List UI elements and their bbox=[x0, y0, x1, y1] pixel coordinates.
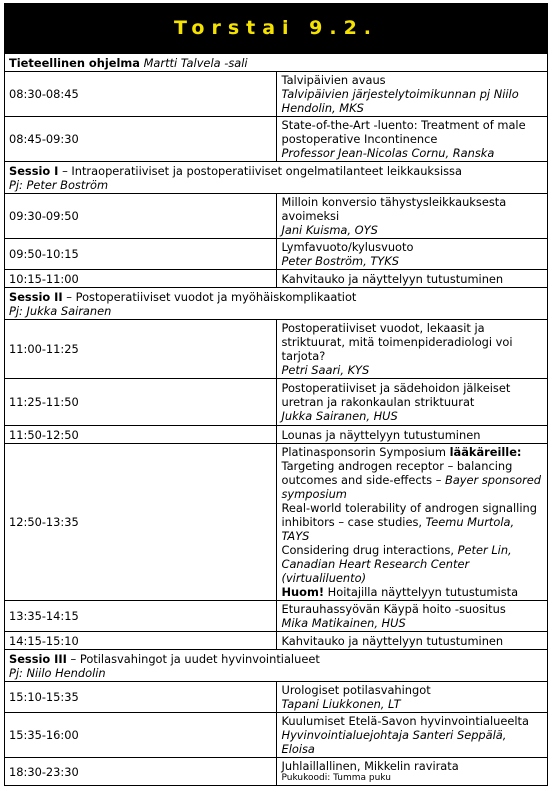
session-topic: Postoperatiiviset vuodot ja myöhäiskomplikaatiot bbox=[75, 289, 357, 304]
session-name: Sessio I bbox=[9, 163, 59, 178]
time-slot: 11:00-11:25 bbox=[5, 320, 277, 379]
schedule-row bbox=[5, 239, 548, 270]
time-slot: 08:30-08:45 bbox=[5, 72, 277, 117]
venue-name: Martti Talvela -sali bbox=[143, 55, 248, 70]
event-speaker: Peter Boström, TYKS bbox=[281, 254, 399, 268]
symposium-note-label: Huom! bbox=[281, 585, 325, 599]
schedule-row bbox=[5, 444, 548, 601]
event-description bbox=[276, 426, 548, 444]
session-cell bbox=[5, 650, 548, 682]
event-description bbox=[276, 194, 548, 239]
time-slot: 08:45-09:30 bbox=[5, 117, 277, 162]
symposium-intro: Platinasponsorin Symposium bbox=[281, 445, 446, 459]
time-slot: 09:50-10:15 bbox=[5, 239, 277, 270]
symposium-audience: lääkäreille: bbox=[449, 445, 522, 459]
event-title: Urologiset potilasvahingot bbox=[281, 683, 431, 697]
event-description bbox=[276, 758, 548, 786]
event-description bbox=[276, 270, 548, 288]
event-speaker: Petri Saari, KYS bbox=[281, 363, 370, 377]
schedule-row bbox=[5, 379, 548, 426]
event-title: Kahvitauko ja näyttelyyn tutustuminen bbox=[281, 271, 504, 286]
symposium-note: Hoitajilla näyttelyyn tutustumista bbox=[327, 585, 519, 599]
time-slot: 15:10-15:35 bbox=[5, 682, 277, 713]
event-description bbox=[276, 713, 548, 758]
program-table bbox=[4, 53, 548, 786]
time-slot: 15:35-16:00 bbox=[5, 713, 277, 758]
session-row bbox=[5, 288, 548, 320]
event-title: Milloin konversio tähystysleikkauksesta avoimeksi bbox=[281, 195, 507, 223]
symposium-talk-3: Considering drug interactions, bbox=[281, 543, 455, 557]
session-topic: Intraoperatiiviset ja postoperatiiviset ongelmatilanteet leikkauksissa bbox=[71, 163, 462, 178]
event-title: Kahvitauko ja näyttelyyn tutustuminen bbox=[281, 633, 504, 648]
program-page bbox=[4, 3, 548, 786]
schedule-row bbox=[5, 270, 548, 288]
event-description bbox=[276, 72, 548, 117]
session-dash: – bbox=[70, 651, 77, 666]
schedule-row bbox=[5, 117, 548, 162]
session-topic: Potilasvahingot ja uudet hyvinvointialueet bbox=[79, 651, 320, 666]
program-header-row bbox=[5, 54, 548, 72]
symposium-speaker-1: Bayer sponsored symposium bbox=[281, 473, 542, 501]
event-title: Kuulumiset Etelä-Savon hyvinvointialueelta bbox=[281, 714, 530, 728]
schedule-row bbox=[5, 758, 548, 786]
event-description bbox=[276, 444, 548, 601]
event-title: Postoperatiiviset vuodot, lekaasit ja striktuurat, mitä toimenpideradiologi voi tarjota? bbox=[281, 321, 513, 363]
event-title: Talvipäivien avaus bbox=[281, 73, 386, 87]
time-slot: 11:25-11:50 bbox=[5, 379, 277, 426]
time-slot: 13:35-14:15 bbox=[5, 601, 277, 632]
event-speaker: Professor Jean-Nicolas Cornu, Ranska bbox=[281, 146, 495, 160]
event-description bbox=[276, 117, 548, 162]
symposium-speaker-3: Peter Lin, Canadian Heart Research Center (virtualiluento) bbox=[281, 543, 512, 585]
program-header-cell bbox=[5, 54, 548, 72]
day-banner: Torstai 9.2. bbox=[4, 3, 548, 53]
dress-code: Pukukoodi: Tumma puku bbox=[281, 773, 391, 783]
event-speaker: Tapani Liukkonen, LT bbox=[281, 697, 401, 711]
schedule-row bbox=[5, 713, 548, 758]
session-cell bbox=[5, 162, 548, 194]
time-slot: 12:50-13:35 bbox=[5, 444, 277, 601]
time-slot: 10:15-11:00 bbox=[5, 270, 277, 288]
session-chair: Pj: Peter Boström bbox=[9, 177, 109, 192]
event-title: State-of-the-Art -luento: Treatment of male postoperative Incontinence bbox=[281, 118, 526, 146]
symposium-talk-1: Targeting androgen receptor – balancing outcomes and side-effects – bbox=[281, 459, 513, 487]
schedule-row bbox=[5, 194, 548, 239]
event-speaker: Jukka Sairanen, HUS bbox=[281, 409, 398, 423]
schedule-row bbox=[5, 601, 548, 632]
event-title: Eturauhassyövän Käypä hoito -suositus bbox=[281, 602, 506, 616]
schedule-row bbox=[5, 320, 548, 379]
time-slot: 14:15-15:10 bbox=[5, 632, 277, 650]
session-chair: Pj: Jukka Sairanen bbox=[9, 303, 112, 318]
schedule-row bbox=[5, 632, 548, 650]
session-row bbox=[5, 650, 548, 682]
session-dash: – bbox=[66, 289, 72, 304]
session-dash: – bbox=[62, 163, 68, 178]
event-speaker: Talvipäivien järjestelytoimikunnan pj Niilo Hendolin, MKS bbox=[281, 87, 519, 115]
event-description bbox=[276, 379, 548, 426]
event-speaker: Mika Matikainen, HUS bbox=[281, 616, 406, 630]
event-title: Juhlaillallinen, Mikkelin ravirata bbox=[281, 759, 459, 773]
event-description bbox=[276, 239, 548, 270]
symposium-speaker-2: Teemu Murtola, TAYS bbox=[281, 515, 515, 543]
time-slot: 09:30-09:50 bbox=[5, 194, 277, 239]
schedule-row bbox=[5, 682, 548, 713]
program-label: Tieteellinen ohjelma bbox=[9, 55, 140, 70]
event-description bbox=[276, 632, 548, 650]
event-title: Postoperatiiviset ja sädehoidon jälkeiset uretran ja rakonkaulan striktuurat bbox=[281, 381, 511, 409]
session-chair: Pj: Niilo Hendolin bbox=[9, 665, 106, 680]
event-title: Lounas ja näyttelyyn tutustuminen bbox=[281, 427, 481, 442]
time-slot: 11:50-12:50 bbox=[5, 426, 277, 444]
time-slot: 18:30-23:30 bbox=[5, 758, 277, 786]
session-name: Sessio II bbox=[9, 289, 63, 304]
event-description bbox=[276, 320, 548, 379]
session-row bbox=[5, 162, 548, 194]
event-description bbox=[276, 601, 548, 632]
event-title: Lymfavuoto/kylusvuoto bbox=[281, 240, 414, 254]
event-description bbox=[276, 682, 548, 713]
event-speaker: Hyvinvointialuejohtaja Santeri Seppälä, Eloisa bbox=[281, 728, 507, 756]
schedule-row bbox=[5, 426, 548, 444]
session-name: Sessio III bbox=[9, 651, 67, 666]
symposium-talk-2: Real-world tolerability of androgen signalling inhibitors – case studies, bbox=[281, 501, 537, 529]
session-cell bbox=[5, 288, 548, 320]
event-speaker: Jani Kuisma, OYS bbox=[281, 223, 378, 237]
schedule-row bbox=[5, 72, 548, 117]
